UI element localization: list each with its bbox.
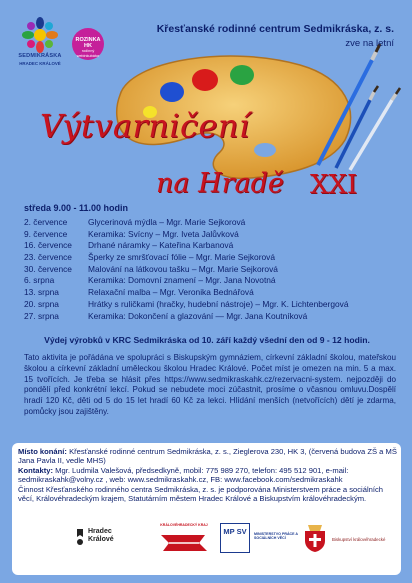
program-row <box>24 264 404 276</box>
rozinka-logo <box>72 28 104 60</box>
program-activity: Šperky ze smršťovací fólie – Mgr. Marie Sejkorová <box>88 252 275 263</box>
city-mark-icon <box>76 527 84 547</box>
program-list <box>24 217 404 322</box>
rozinka-name: ROZINKA HK <box>75 37 101 49</box>
program-row <box>24 311 404 323</box>
program-date: 27. srpna <box>24 310 59 321</box>
schedule-heading: středa 9.00 - 11.00 hodin <box>24 203 129 213</box>
program-date: 9. července <box>24 228 68 239</box>
program-row <box>24 287 404 299</box>
kraj-logo <box>155 523 213 553</box>
logo-subtitle: HRADEC KRÁLOVÉ <box>19 61 61 66</box>
invite-text: zve na letní <box>345 38 394 49</box>
program-row <box>24 275 404 287</box>
title-line-2: na Hradě <box>156 168 284 199</box>
logo-name: SEDMIKRÁSKA <box>18 53 62 59</box>
hk-logo-text: Hradec Králové <box>88 528 114 543</box>
title-line-1: Výtvarničení <box>40 107 250 145</box>
pickup-notice: Výdej výrobků v KRC Sedmikráska od 10. září každý všední den od 9 - 12 hodin. <box>44 335 370 345</box>
organization-name: Křesťanské rodinné centrum Sedmikráska, z. s. <box>156 23 394 35</box>
program-row <box>24 240 404 252</box>
program-row <box>24 252 404 264</box>
program-date: 20. srpna <box>24 298 59 309</box>
program-date: 13. srpna <box>24 287 59 298</box>
title-numeral: XXI <box>310 170 358 200</box>
program-date: 23. července <box>24 252 72 263</box>
program-activity: Glycerinová mýdla – Mgr. Marie Sejkorová <box>88 217 246 227</box>
program-row <box>24 217 404 229</box>
contacts-text: Mgr. Ludmila Valešová, předsedkyně, mobil: 775 989 270, telefon: 495 512 901, e-mail: sedmikraskahk@volny.cz , web: www.sedmikraskahk.cz, FB: www.facebook.com/sedmikraskahk <box>18 465 349 485</box>
program-date: 6. srpna <box>24 275 55 286</box>
funding-text: Činnost Křesťanského rodinného centra Sedmikráska, z. s. je podporována Ministerstvem práce a sociálních věcí, Královéhradeckým krajem, Statutárním městem Hradec Králové a Biskupstvím královéhradeckým. <box>18 484 384 504</box>
biskupstvi-text: Biskupství královéhradecké <box>332 537 386 542</box>
mpsv-text: MINISTERSTVO PRÁCE A SOCIÁLNÍCH VĚCÍ <box>254 532 298 541</box>
flower-icon <box>16 17 64 53</box>
paint-blob-red <box>192 69 218 91</box>
hradec-kralove-logo <box>76 523 122 553</box>
contacts-label: Kontakty: <box>18 465 54 475</box>
sponsor-logos <box>12 517 401 573</box>
program-activity: Keramika: Dokončení a glazování — Mgr. Jana Koutníková <box>88 310 308 321</box>
program-row <box>24 229 404 241</box>
biskupstvi-logo <box>302 523 392 557</box>
program-row <box>24 299 404 311</box>
program-activity: Relaxační malba – Mgr. Veronika Bednářová <box>88 287 254 298</box>
paint-blob-blue <box>160 82 184 102</box>
program-activity: Malování na látkovou tašku – Mgr. Marie Sejkorová <box>88 263 278 274</box>
program-activity: Drhané náramky – Kateřina Karbanová <box>88 240 234 251</box>
brush-icon <box>350 88 400 170</box>
program-date: 30. července <box>24 263 72 274</box>
sedmikraska-logo <box>12 15 68 71</box>
kraj-logo-text: KRÁLOVÉHRADECKÝ KRAJ <box>160 523 208 527</box>
mpsv-box: MP SV <box>220 523 250 553</box>
program-activity: Keramika: Domovní znamení – Mgr. Jana Novotná <box>88 275 276 286</box>
program-activity: Keramika: Svícny – Mgr. Iveta Jalůvková <box>88 228 239 239</box>
mpsv-logo <box>220 523 306 555</box>
program-activity: Hrátky s ruličkami (hračky, hudební nástroje) – Mgr. K. Lichtenbergová <box>88 298 349 309</box>
program-date: 2. července <box>24 217 68 227</box>
paint-blob-green <box>230 65 254 85</box>
kraj-flag-icon <box>155 531 213 553</box>
venue-text: Křesťanské rodinné centrum Sedmikráska, z. s., Zieglerova 230, HK 3, (červená budova ZŠ a MŠ Jana Pavla II, vedle MHS) <box>18 447 397 466</box>
rozinka-tagline: rodinný webinkubátor <box>76 49 100 58</box>
info-paragraph: Tato aktivita je pořádána ve spolupráci s Biskupským gymnáziem, církevní základní školou, mateřskou školou a církevní základní uměleckou školou Hradec Králové. Počet míst je omezen na min. 5 a max. 15 tvořících. Je třeba se hlásit přes https://www.sedmikraskahk.cz/rezervacni-system. nejpozději do pondělí před konkrétní lekcí. Pokud se nebudete moci zúčastnit, prosíme o včasnou omluvu.Dospělí hradí 120 Kč, děti od 5 do 15 let hradí 60 Kč za lekci. Hlídání menších (netvořících) dětí je zdarma, pomůcky jsou zajištěny. <box>24 353 396 416</box>
contact-text <box>18 447 398 503</box>
coat-of-arms-icon <box>302 523 328 553</box>
contact-box <box>12 443 401 575</box>
program-date: 16. července <box>24 240 72 251</box>
venue-label: Místo konání: <box>18 447 67 456</box>
palette-thumb-hole <box>254 143 276 157</box>
